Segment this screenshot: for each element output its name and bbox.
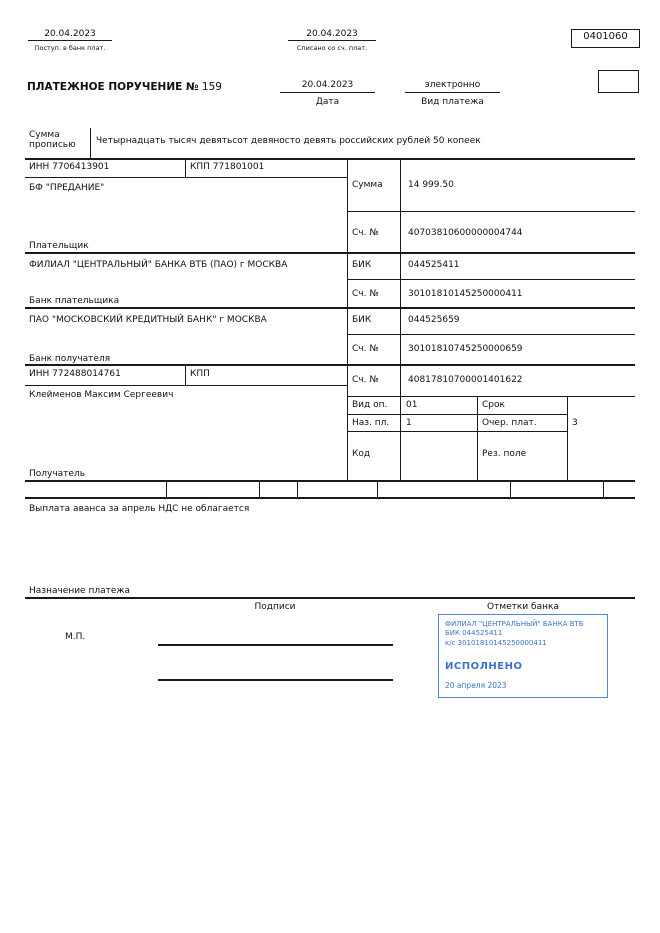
table-line xyxy=(400,158,401,481)
stamp-date: 20 апреля 2023 xyxy=(445,680,507,690)
payee-bank-label: Банк получателя xyxy=(29,354,111,364)
date-debited-label: Списано со сч. плат. xyxy=(296,44,368,52)
payee-bank-account-label: Сч. № xyxy=(352,344,379,354)
payer-account-label: Сч. № xyxy=(352,228,379,238)
signature-line xyxy=(158,644,393,646)
table-line xyxy=(567,396,568,481)
cell-divider xyxy=(377,480,378,498)
res-field-label: Рез. поле xyxy=(482,449,527,459)
payer-bank-bik: 044525411 xyxy=(408,260,460,270)
term-label: Срок xyxy=(482,400,505,410)
table-line xyxy=(25,480,635,482)
stamp-bik: БИК 044525411 xyxy=(445,629,503,638)
table-line xyxy=(25,177,347,178)
stamp-status: ИСПОЛНЕНО xyxy=(445,661,523,673)
payee-bank-bik: 044525659 xyxy=(408,315,460,325)
table-line xyxy=(347,414,567,415)
amount-label: Сумма xyxy=(352,180,383,190)
signatures-label: Подписи xyxy=(254,602,296,612)
payer-bank-name: ФИЛИАЛ "ЦЕНТРАЛЬНЫЙ" БАНКА ВТБ (ПАО) г МОСКВА xyxy=(29,260,288,270)
payee-account: 40817810700001401622 xyxy=(408,375,523,385)
op-type-value: 01 xyxy=(406,400,418,410)
cell-divider xyxy=(185,364,186,385)
purpose-code-value: 1 xyxy=(406,418,412,428)
payer-kpp: КПП 771801001 xyxy=(190,162,265,172)
document-date-value: 20.04.2023 xyxy=(280,80,375,93)
mp-seal-label: М.П. xyxy=(65,632,86,642)
cell-divider xyxy=(259,480,260,498)
form-code-box: 0401060 xyxy=(571,29,640,48)
table-line xyxy=(347,431,567,432)
table-line xyxy=(347,279,635,280)
stamp-corr-account: к/с 30101810145250000411 xyxy=(445,638,547,647)
table-line xyxy=(25,385,347,386)
amount-value: 14 999.50 xyxy=(408,180,454,190)
code-label: Код xyxy=(352,449,371,459)
payer-bank-account: 30101810145250000411 xyxy=(408,289,523,299)
document-date-label: Дата xyxy=(315,97,340,107)
cell-divider xyxy=(185,158,186,177)
document-number: 159 xyxy=(201,81,222,93)
table-line xyxy=(25,597,635,599)
payee-account-label: Сч. № xyxy=(352,375,379,385)
table-line xyxy=(347,334,635,335)
priority-value: 3 xyxy=(572,418,578,428)
cell-divider xyxy=(603,480,604,498)
payer-account: 40703810600000004744 xyxy=(408,228,523,238)
table-line xyxy=(477,396,478,481)
table-line xyxy=(25,364,635,366)
table-line xyxy=(25,158,635,160)
date-received-label: Поступ. в банк плат. xyxy=(34,44,106,52)
bank-marks-label: Отметки банка xyxy=(487,602,559,612)
payment-kind-code-box xyxy=(598,70,639,93)
purpose-label: Назначение платежа xyxy=(29,586,131,596)
payer-label: Плательщик xyxy=(29,241,89,251)
date-debited-value: 20.04.2023 xyxy=(288,29,376,41)
payee-kpp-label: КПП xyxy=(190,369,210,379)
cell-divider xyxy=(166,480,167,498)
payer-inn: ИНН 7706413901 xyxy=(29,162,110,172)
table-line xyxy=(347,396,635,397)
signature-line xyxy=(158,679,393,681)
payee-name: Клейменов Максим Сергеевич xyxy=(29,390,174,400)
op-type-label: Вид оп. xyxy=(352,400,388,410)
date-received-value: 20.04.2023 xyxy=(28,29,112,41)
payment-kind-value: электронно xyxy=(405,80,500,93)
priority-label: Очер. плат. xyxy=(482,418,537,428)
table-line xyxy=(25,252,635,254)
payee-label: Получатель xyxy=(29,469,86,479)
stamp-bank-name: ФИЛИАЛ "ЦЕНТРАЛЬНЫЙ" БАНКА ВТБ xyxy=(445,620,584,628)
payer-bank-label: Банк плательщика xyxy=(29,296,120,306)
cell-divider xyxy=(90,128,91,159)
table-line xyxy=(25,307,635,309)
cell-divider xyxy=(510,480,511,498)
table-line xyxy=(25,497,635,499)
purpose-code-label: Наз. пл. xyxy=(352,418,390,428)
cell-divider xyxy=(297,480,298,498)
payee-bank-bik-label: БИК xyxy=(352,315,372,325)
payee-bank-name: ПАО "МОСКОВСКИЙ КРЕДИТНЫЙ БАНК" г МОСКВА xyxy=(29,315,267,325)
document-title: ПЛАТЕЖНОЕ ПОРУЧЕНИЕ № xyxy=(27,81,199,93)
purpose-text: Выплата аванса за апрель НДС не облагается xyxy=(29,504,250,514)
payer-bank-bik-label: БИК xyxy=(352,260,372,270)
table-line xyxy=(347,158,348,481)
table-line xyxy=(347,211,635,212)
bank-stamp xyxy=(438,614,608,698)
payer-name: БФ "ПРЕДАНИЕ" xyxy=(29,183,105,193)
amount-words-value: Четырнадцать тысяч девятьсот девяносто девять российских рублей 50 копеек xyxy=(96,136,481,146)
payee-inn: ИНН 772488014761 xyxy=(29,369,121,379)
amount-words-label: Сумма прописью xyxy=(29,130,76,151)
payment-kind-label: Вид платежа xyxy=(421,97,484,107)
payee-bank-account: 30101810745250000659 xyxy=(408,344,523,354)
payer-bank-account-label: Сч. № xyxy=(352,289,379,299)
